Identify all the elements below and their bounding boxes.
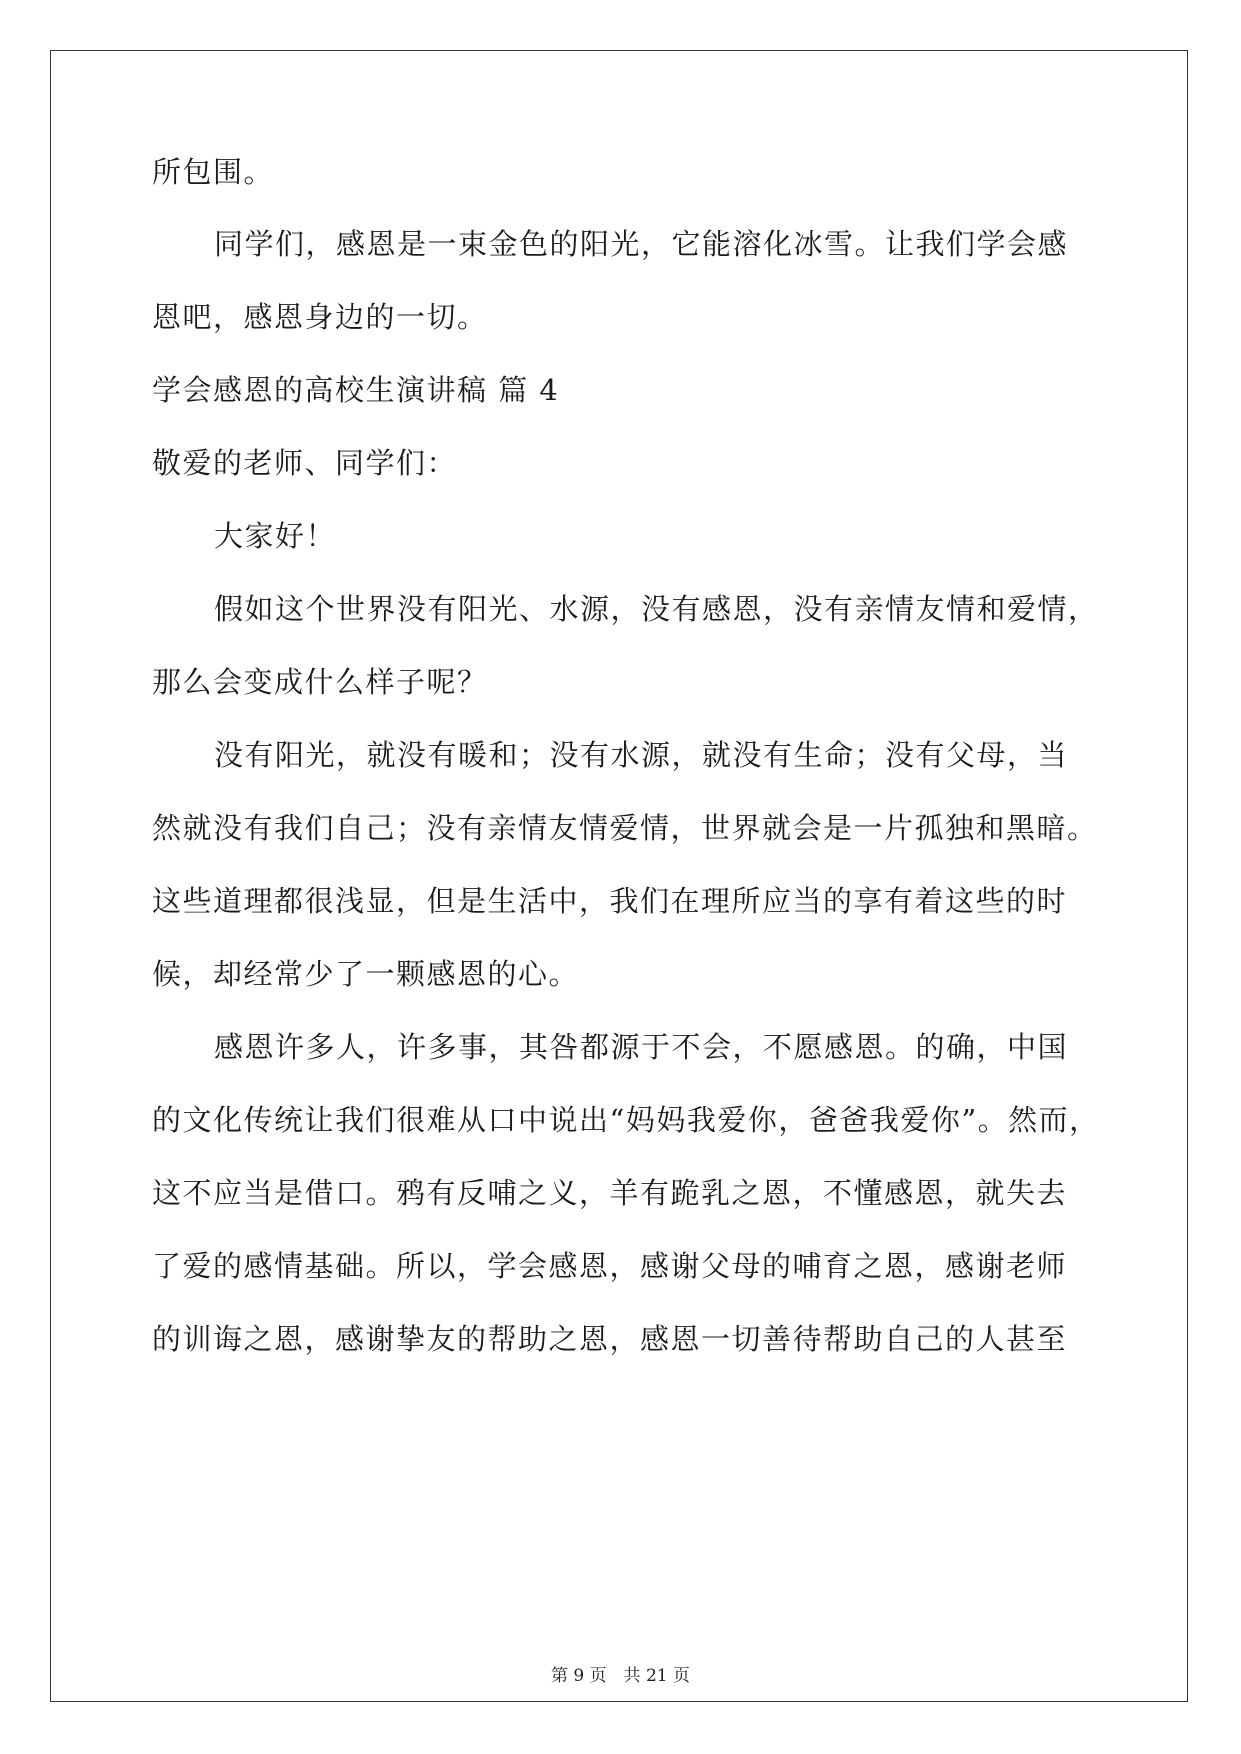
- text-line: 恩吧，感恩身边的一切。: [152, 300, 488, 334]
- text-line: 的文化传统让我们很难从口中说出“妈妈我爱你，爸爸我爱你”。然而，: [152, 1103, 1100, 1137]
- greeting: 大家好！: [214, 519, 337, 553]
- paragraph-line: 没有阳光，就没有暖和；没有水源，就没有生命；没有父母，当: [214, 738, 1069, 772]
- salutation: 敬爱的老师、同学们：: [152, 446, 458, 480]
- paragraph-line: 同学们，感恩是一束金色的阳光，它能溶化冰雪。让我们学会感: [214, 227, 1069, 261]
- text-line: 所包围。: [152, 155, 275, 189]
- text-line: 这不应当是借口。鸦有反哺之义，羊有跪乳之恩，不懂感恩，就失去: [152, 1176, 1068, 1210]
- section-heading: 学会感恩的高校生演讲稿 篇 4: [152, 373, 560, 407]
- text-line: 这些道理都很浅显，但是生活中，我们在理所应当的享有着这些的时: [152, 884, 1068, 918]
- paragraph-line: 假如这个世界没有阳光、水源，没有感恩，没有亲情友情和爱情，: [214, 592, 1099, 626]
- text-line: 那么会变成什么样子呢？: [152, 665, 488, 699]
- page-number-footer: 第 9 页 共 21 页: [550, 1666, 691, 1686]
- text-line: 的训诲之恩，感谢挚友的帮助之恩，感恩一切善待帮助自己的人甚至: [152, 1322, 1068, 1356]
- paragraph-line: 感恩许多人，许多事，其咎都源于不会，不愿感恩。的确，中国: [214, 1030, 1069, 1064]
- text-line: 然就没有我们自己；没有亲情友情爱情，世界就会是一片孤独和黑暗。: [152, 811, 1098, 845]
- text-line: 了爱的感情基础。所以，学会感恩，感谢父母的哺育之恩，感谢老师: [152, 1249, 1068, 1283]
- text-line: 候，却经常少了一颗感恩的心。: [152, 957, 580, 991]
